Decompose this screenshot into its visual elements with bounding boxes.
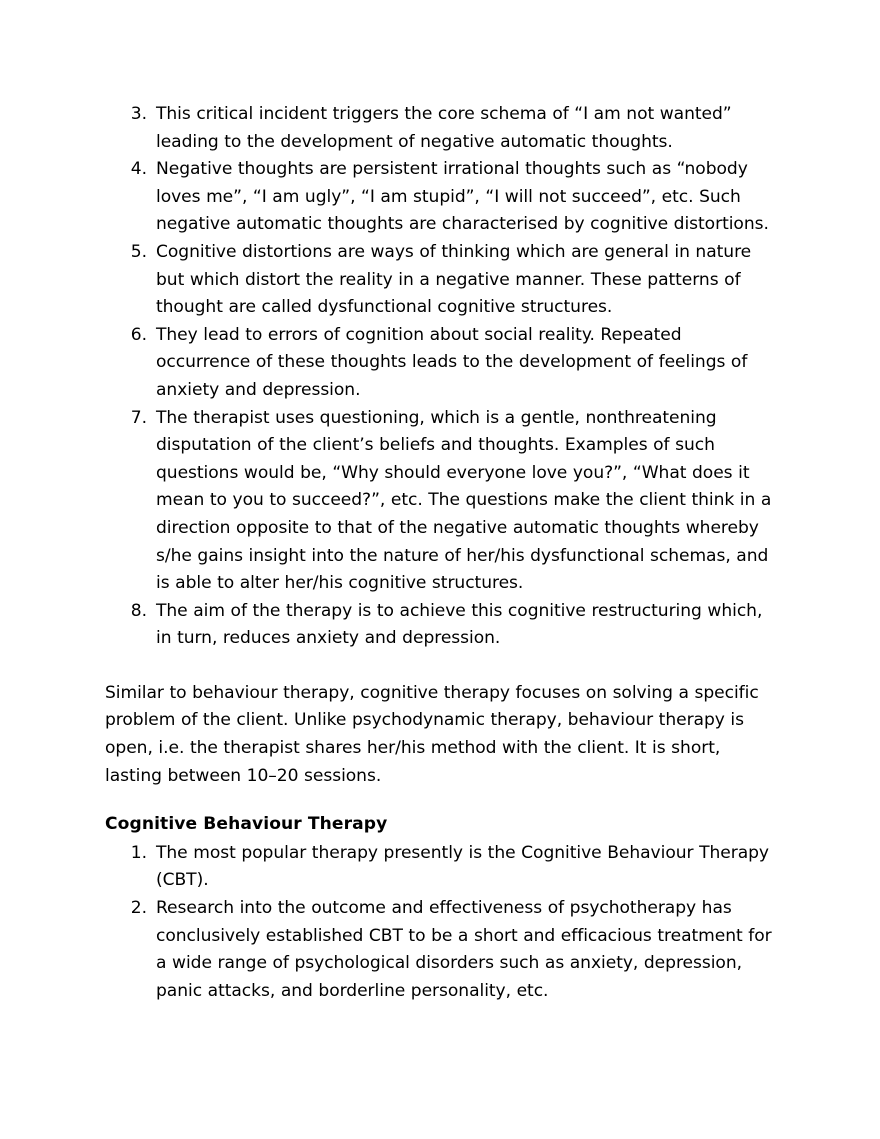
list-item [105,895,777,1005]
list-item-text: This critical incident triggers the core schema of “I am not wanted” leading to the development of negative automatic thoughts. [156,104,732,152]
list-item-text: Cognitive distortions are ways of thinking which are general in nature but which distort the reality in a negative manner. These patterns of thought are called dysfunctional cognitive structures. [156,241,752,318]
list-item-text: They lead to errors of cognition about social reality. Repeated occurrence of these thoughts leads to the development of feelings of anxiety and depression. [156,324,748,400]
list-item [105,405,777,598]
list-item [105,840,777,895]
numbered-list-cbt [105,840,777,1006]
list-marker: 4. [130,159,147,180]
list-item [105,239,777,322]
list-marker: 5. [130,241,147,262]
list-marker: 3. [130,104,147,124]
heading-spacer [105,790,777,811]
list-item-text: Negative thoughts are persistent irrational thoughts such as “nobody loves me”, “I am ugly”, “I am stupid”, “I will not succeed”, etc. Such negative automatic thoughts are characterised by cognitive distortions. [156,159,769,235]
list-item [105,322,777,405]
document-content [105,101,777,1005]
summary-paragraph: Similar to behaviour therapy, cognitive therapy focuses on solving a specific problem of the client. Unlike psychodynamic therapy, behaviour therapy is open, i.e. the therapist shares her/his method with the client. It is short, lasting between 10–20 sessions. [105,682,759,786]
list-item-text: Research into the outcome and effectiveness of psychotherapy has conclusively established CBT to be a short and efficacious treatment for a wide range of psychological disorders such as anxiety, depression, panic attacks, and borderline personality, etc. [156,898,772,1001]
list-item [105,598,777,653]
list-item-text: The aim of the therapy is to achieve this cognitive restructuring which, in turn, reduces anxiety and depression. [156,600,763,649]
numbered-list-continued [105,101,777,653]
paragraph-spacer [105,653,777,680]
list-item-text: The most popular therapy presently is the Cognitive Behaviour Therapy (CBT). [156,842,769,891]
section-heading: Cognitive Behaviour Therapy [105,814,388,835]
list-marker: 1. [130,842,147,863]
list-item [105,156,777,239]
list-marker: 7. [130,407,147,428]
list-item-text: The therapist uses questioning, which is a gentle, nonthreatening disputation of the client’s beliefs and thoughts. Examples of such questions would be, “Why should everyone love you?”, “What does it mean to you to succeed?”, etc. The questions make the client think in a direction opposite to that of the negative automatic thoughts whereby s/he gains insight into the nature of her/his dysfunctional schemas, and is able to alter her/his cognitive structures. [156,407,772,594]
list-marker: 2. [130,898,147,919]
list-item [105,101,777,156]
list-marker: 6. [130,324,147,345]
list-marker: 8. [130,600,147,621]
